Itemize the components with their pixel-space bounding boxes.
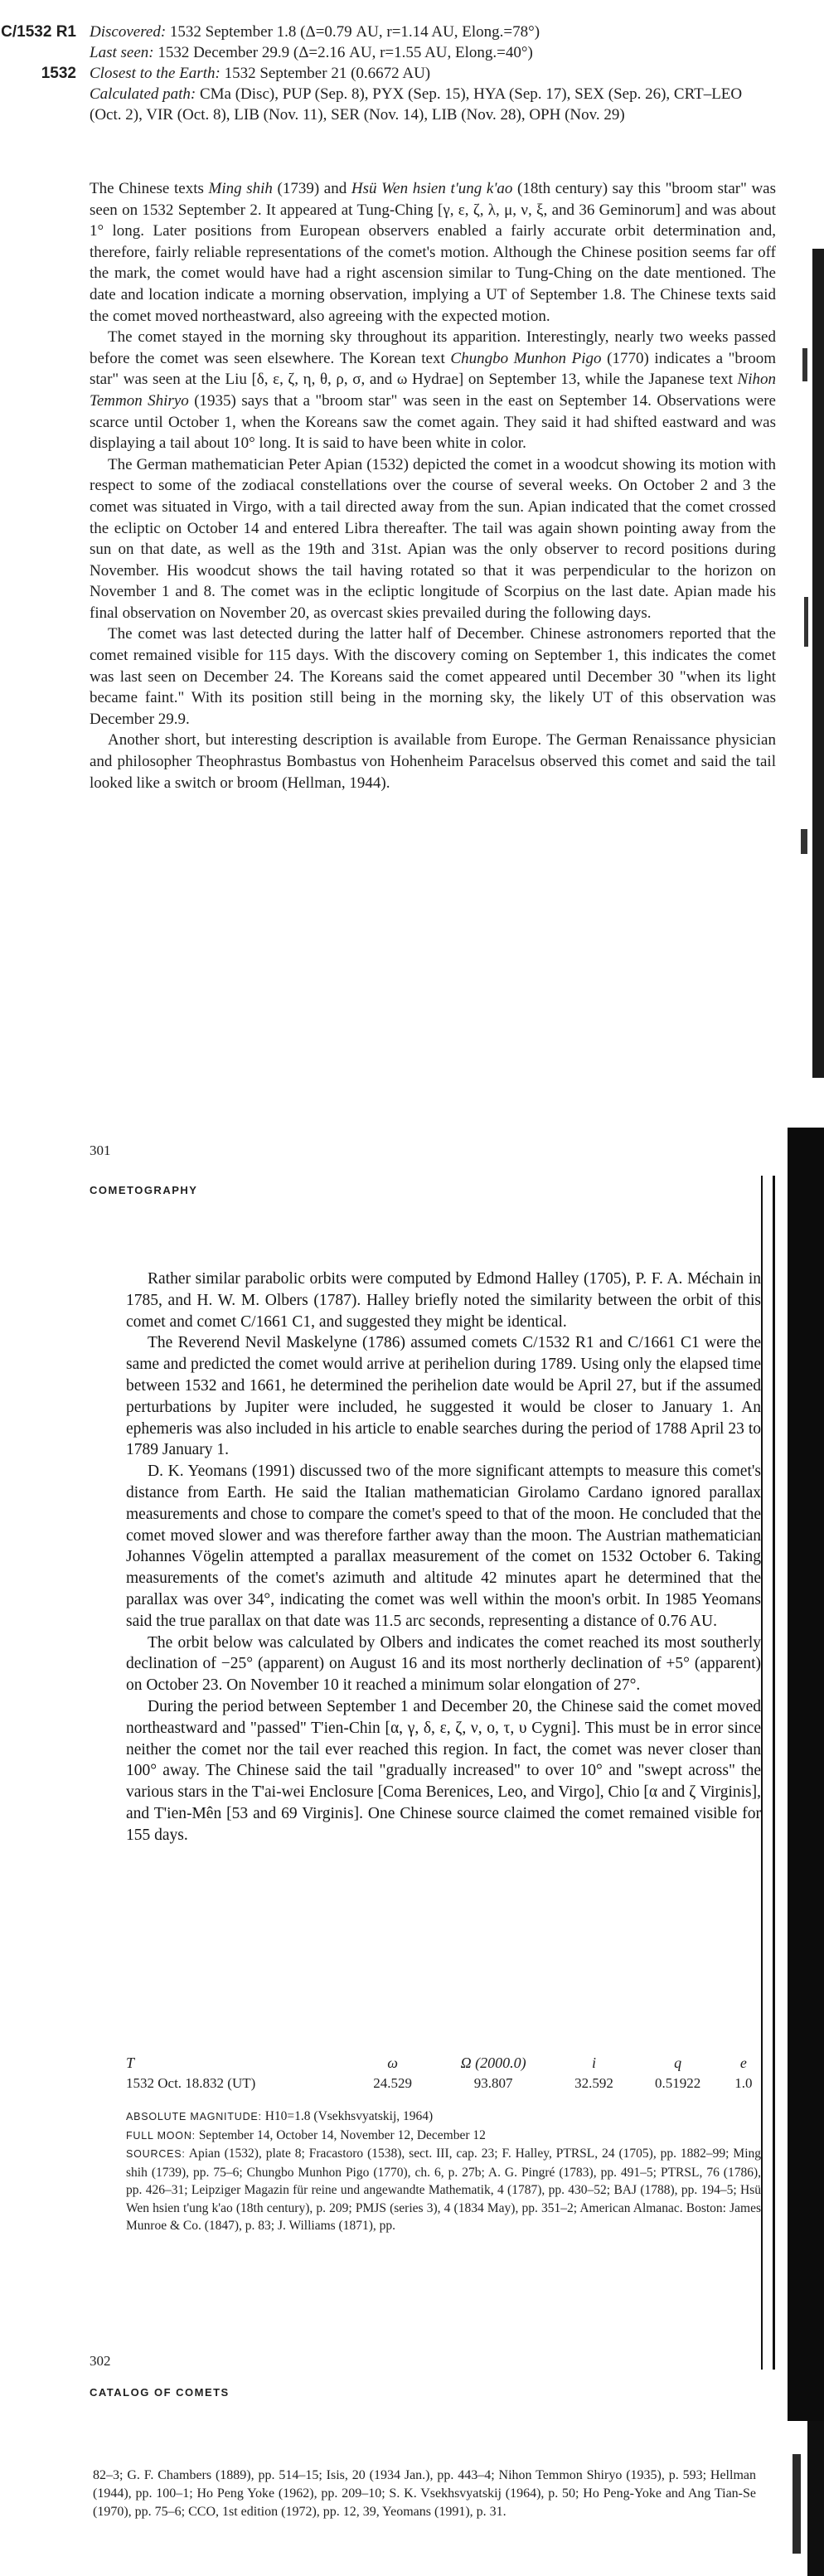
orbital-elements-table [126,2054,764,2092]
col-header: T [126,2054,135,2071]
entry-calculated-path [0,84,821,125]
abs-mag-label: ABSOLUTE MAGNITUDE: [126,2111,262,2122]
col-header: ω [387,2054,398,2071]
sources-continued: 82–3; G. F. Chambers (1889), pp. 514–15; Isis, 20 (1934 Jan.), pp. 443–4; Nihon Temmon Shiryo (1935), p. 593; Hellman (1944), pp. 100–1; Ho Peng Yoke (1962), pp. 209–10; S. K. Vsekhsvyatskij (1964), p. 50; Ho Peng-Yoke and Ang Tian-Se (1970), pp. 75–6; CCO, 1st edition (1972), pp. 12, 39, Yeomans (1991), p. 31. [93,2468,756,2519]
absolute-magnitude [126,2108,761,2127]
scan-bleed-top [796,249,824,1078]
table-row [126,2075,764,2092]
cell: 32.592 [574,2075,613,2091]
scan-bleed-bottom [788,2421,824,2576]
text-run: (1739) and [272,180,351,197]
closest-text: 1532 September 21 (0.6672 AU) [220,65,431,82]
paragraph [90,178,776,327]
comet-entry-header [0,22,821,125]
references-block [126,2108,761,2235]
discovered-label: Discovered: [90,23,167,41]
cell: 1532 Oct. 18.832 (UT) [126,2075,256,2091]
col-header: e [739,2054,747,2071]
calc-path-text: CMa (Disc), PUP (Sep. 8), PYX (Sep. 15), HYA (Sep. 17), SEX (Sep. 26), CRT–LEO (Oct. 2), VIR (Oct. 8), LIB (Nov. 11), SER (Nov. 14), LIB (Nov. 28), OPH (Nov. 29) [90,85,743,124]
page-gutter-line [761,1176,763,2370]
body-text-page-302 [126,1269,761,1846]
calc-path-label: Calculated path: [90,85,196,103]
paragraph: The comet was last detected during the latter half of December. Chinese astronomers reported that the comet remained visible for 115 days. With the discovery coming on September 1, this indicates the comet was last seen on December 24. The Koreans said the comet appeared until December 30 "when its light became faint." With its position still being in the morning sky, the likely UT of this observation was December 29.9. [90,625,776,728]
col-header: i [592,2054,597,2071]
paragraph: Rather similar parabolic orbits were computed by Edmond Halley (1705), P. F. A. Méchain in 1785, and H. W. M. Olbers (1787). Halley briefly noted the similarity between the orbit of this comet and comet C/1661 C1, and suggested they might be identical. [126,1270,761,1331]
paragraph: During the period between September 1 and December 20, the Chinese said the comet moved northeastward and "passed" T'ien-Chin [α, γ, δ, ε, ζ, ν, ο, τ, υ Cygni]. This must be in error since neither the comet nor the tail ever reached this region. In fact, the comet was never closer than 100° away. The Chinese said the tail "gradually increased" to over 10° and "swept across" the various stars in the T'ai-wei Enclosure [Coma Berenices, Leo, and Virgo], Chio [α and ζ Virginis], and T'ien-Mên [53 and 69 Virginis]. One Chinese source claimed the comet remained visible for 155 days. [126,1697,761,1844]
abs-mag-text: H10=1.8 (Vsekhsvyatskij, 1964) [261,2109,434,2123]
paragraph: The Reverend Nevil Maskelyne (1786) assumed comets C/1532 R1 and C/1661 C1 were the same and predicted the comet would arrive at perihelion during 1789. Using only the elapsed time between 1532 and 1661, he determined the perihelion date would be April 27, but if the assumed perturbations by Jupiter were included, he suggested it would be closer to January 1. An ephemeris was also included in his article to enable searches during the period of 1788 April 23 to 1789 January 1. [126,1334,761,1459]
paragraph: D. K. Yeomans (1991) discussed two of the more significant attempts to measure this comet's distance from Earth. He said the Italian mathematician Girolamo Cardano ignored parallax measurements and chose to compare the comet's speed to that of the moon. He concluded that the comet moved slower and was therefore farther away than the moon. The Austrian mathematician Johannes Vögelin attempted a parallax measurement of the comet on 1532 October 6. Taking measurements of the comet's azimuth and altitude 42 minutes apart he determined that the parallax was over 34°, indicating the comet was well within the moon's orbit. In 1985 Yeomans said the true parallax on that date was 11.5 arc seconds, representing a distance of 0.76 AU. [126,1463,761,1630]
entry-last-seen [0,42,821,63]
paragraph: The German mathematician Peter Apian (1532) depicted the comet in a woodcut showing its motion with respect to some of the zodiacal constellations over the course of several weeks. On October 2 and 3 the comet was situated in Virgo, with a tail directed away from the sun. Apian indicated that the comet crossed the ecliptic on October 14 and entered Libra thereafter. The tail was again shown pointing away from the sun on that date, as well as the 19th and 31st. Apian was the only observer to record positions during November. His woodcut shows the tail having rotated so that it was perpendicular to the horizon on November 1 and 8. The comet was in the ecliptic longitude of Scorpius on the last date. Apian made his final observation on November 20, as overcast skies prevailed during the following days. [90,455,776,622]
sources-label: SOURCES: [126,2148,186,2160]
page-number: 302 [90,2353,111,2369]
running-head: COMETOGRAPHY [90,1184,198,1196]
page-301 [0,0,824,1158]
discovered-text: 1532 September 1.8 (Δ=0.79 AU, r=1.14 AU, Elong.=78°) [166,23,540,41]
running-head: CATALOG OF COMETS [90,2386,230,2399]
paragraph: Another short, but interesting description is available from Europe. The German Renaissance physician and philosopher Theophrastus Bombastus von Hohenheim Paracelsus observed this comet and said the tail looked like a switch or broom (Hellman, 1944). [90,731,776,792]
table-header-row [126,2054,764,2075]
sources-text: Apian (1532), plate 8; Fracastoro (1538), sect. III, cap. 23; F. Halley, PTRSL, 24 (1705), pp. 1882–99; Ming shih (1739), pp. 75–6; Chungbo Munhon Pigo (1770), ch. 6, p. 27b; A. G. Pingré (1783), pp. 491–5; PTRSL, 76 (1786), pp. 426–31; Leipziger Magazin für reine und angewandte Mathematik, 4 (1787), pp. 430–52; BAJ (1788), pp. 194–5; Hsü Wen hsien t'ung k'ao (18th century), p. 209; PMJS (series 3), 4 (1834 May), pp. 351–2; American Almanac. Boston: James Munroe & Co. (1847), p. 83; J. Williams (1871), pp. [126,2147,761,2233]
full-moon-text: September 14, October 14, November 12, December 12 [195,2127,486,2142]
full-moon-label: FULL MOON: [126,2129,196,2142]
scan-shadow-edge [788,1128,824,2421]
text-run: The Chinese texts [90,180,209,197]
title-nihon: Nihon Temmon Shiryo [90,371,776,410]
paragraph [90,327,776,454]
cell: 93.807 [473,2075,513,2091]
body-text-page-301 [90,178,776,793]
cell: 1.0 [734,2075,753,2091]
title-chungbo: Chungbo Munhon Pigo [450,349,602,367]
last-seen-text: 1532 December 29.9 (Δ=2.16 AU, r=1.55 AU, Elong.=40°) [153,44,533,61]
last-seen-label: Last seen: [90,44,154,61]
title-ming-shih: Ming shih [208,180,273,197]
col-header: Ω (2000.0) [460,2054,526,2071]
title-hsu-wen: Hsü Wen hsien t'ung k'ao [351,180,513,197]
sources [126,2145,761,2235]
cell: 0.51922 [655,2075,701,2091]
full-moon [126,2127,761,2146]
text-run: The comet stayed in the morning sky throughout its apparition. Interestingly, nearly two weeks passed before the comet was seen elsewhere. The Korean text [90,328,776,367]
text-run: (1770) indicates a "broom star" was seen at the Liu [δ, ε, ζ, η, θ, ρ, σ, and ω Hydrae] on September 13, while the Japanese text [90,349,777,389]
paragraph: The orbit below was calculated by Olbers and indicates the comet reached its most southerly declination of −25° (apparent) on August 16 and its most northerly declination of +5° (apparent) on October 23. On November 10 it reached a minimum solar elongation of 27°. [126,1633,761,1695]
page-gutter-line [773,1176,775,2370]
cell: 24.529 [373,2075,412,2091]
page-number: 301 [90,1142,111,1158]
comet-designation: C/1532 R1 [1,23,76,41]
comet-year: 1532 [41,65,76,82]
entry-closest [0,63,821,84]
text-run: (18th century) say this "broom star" was seen on 1532 September 2. It appeared at Tung-Ching [γ, ε, ζ, λ, μ, ν, ξ, and 36 Geminorum] and was about 1° long. Later positions from European observers enabled a fairly accurate orbit determination and, therefore, fairly reliable representations of the comet's motion. Although the Chinese position seems far off the mark, the comet would have had a right ascension similar to Tung-Ching on the date mentioned. The date and location indicate a morning observation, implying a UT of September 1.8. The Chinese texts said the comet moved northeastward, also agreeing with the expected motion. [90,180,777,325]
text-run: (1935) says that a "broom star" was seen in the east on September 14. Observations were scarce until October 1, when the Koreans saw the comet again. They said it had shifted eastward and was displaying a tail about 10° long. It is said to have been white in color. [90,391,776,453]
closest-label: Closest to the Earth: [90,65,221,82]
entry-discovered [0,22,821,42]
col-header: q [674,2054,682,2071]
